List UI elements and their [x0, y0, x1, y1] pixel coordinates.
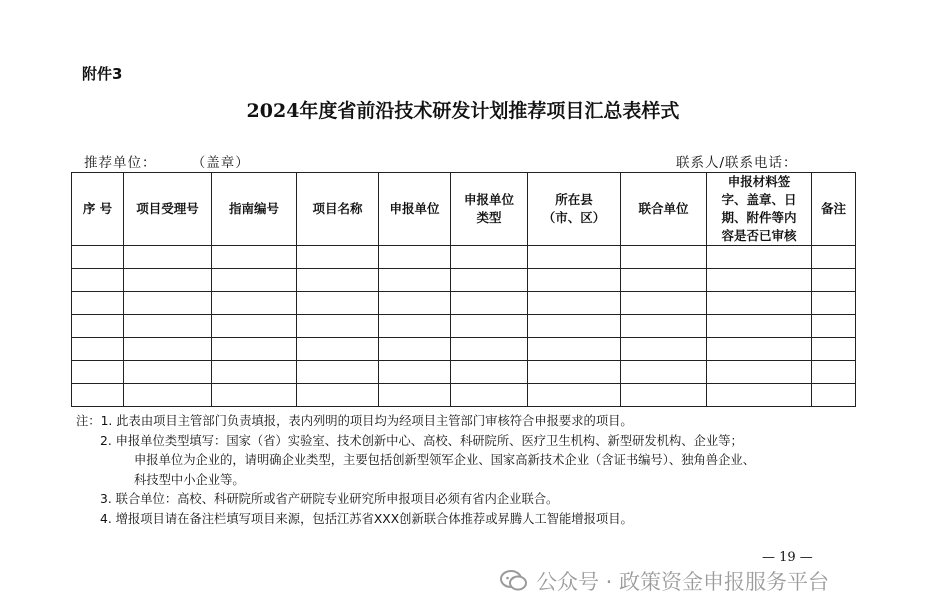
table-cell[interactable]: [379, 292, 451, 315]
table-cell[interactable]: [451, 292, 528, 315]
table-row: [72, 269, 856, 292]
table-cell[interactable]: [621, 292, 707, 315]
seal-label: （盖章）: [198, 155, 250, 171]
attachment-label: 附件3: [82, 65, 123, 83]
table-cell[interactable]: [212, 315, 297, 338]
table-cell[interactable]: [707, 384, 812, 407]
watermark: [500, 566, 829, 596]
notes-section: [76, 412, 856, 529]
table-cell[interactable]: [528, 292, 621, 315]
table-cell[interactable]: [379, 315, 451, 338]
table-cell[interactable]: [707, 269, 812, 292]
table-cell[interactable]: [451, 315, 528, 338]
column-header: 项目受理号: [124, 173, 212, 246]
recommend-unit-line: [84, 151, 250, 171]
table-cell[interactable]: [124, 338, 212, 361]
table-cell[interactable]: [379, 269, 451, 292]
table-row: [72, 361, 856, 384]
column-header: 联合单位: [621, 173, 707, 246]
table-cell[interactable]: [72, 315, 124, 338]
column-header: 指南编号: [212, 173, 297, 246]
note-1: 注：1. 此表由项目主管部门负责填报，表内列明的项目均为经项目主管部门审核符合申报要求的项目。: [76, 414, 633, 428]
table-cell[interactable]: [379, 338, 451, 361]
table-cell[interactable]: [528, 246, 621, 269]
table-cell[interactable]: [72, 269, 124, 292]
note-2: 2. 申报单位类型填写：国家（省）实验室、技术创新中心、高校、科研院所、医疗卫生机构、新型研发机构、企业等；: [100, 433, 743, 448]
table-cell[interactable]: [124, 315, 212, 338]
table-cell[interactable]: [379, 361, 451, 384]
table-cell[interactable]: [212, 292, 297, 315]
table-row: [72, 338, 856, 361]
table-cell[interactable]: [379, 384, 451, 407]
column-header: 备注: [812, 173, 856, 246]
table-cell[interactable]: [297, 269, 379, 292]
table-cell[interactable]: [297, 384, 379, 407]
table-cell[interactable]: [379, 246, 451, 269]
table-cell[interactable]: [124, 269, 212, 292]
table-cell[interactable]: [451, 338, 528, 361]
table-cell[interactable]: [124, 246, 212, 269]
table-cell[interactable]: [707, 292, 812, 315]
table-cell[interactable]: [707, 338, 812, 361]
table-cell[interactable]: [212, 384, 297, 407]
table-cell[interactable]: [451, 246, 528, 269]
column-header: 项目名称: [297, 173, 379, 246]
column-header: 所在县 （市、区）: [528, 173, 621, 246]
table-row: [72, 315, 856, 338]
table-cell[interactable]: [707, 246, 812, 269]
table-cell[interactable]: [812, 292, 856, 315]
note-3: 3. 联合单位：高校、科研院所或省产研院专业研究所申报项目必须有省内企业联合。: [100, 492, 559, 506]
table-cell[interactable]: [812, 246, 856, 269]
note-2-continued-2: 科技型中小企业等。: [134, 472, 245, 487]
table-row: [72, 292, 856, 315]
table-cell[interactable]: [621, 246, 707, 269]
table-cell[interactable]: [72, 246, 124, 269]
table-cell[interactable]: [124, 361, 212, 384]
column-header: 序 号: [72, 173, 124, 246]
note-4: 4. 增报项目请在备注栏填写项目来源，包括江苏省XXX创新联合体推荐或昇腾人工智能增报项目。: [100, 511, 633, 526]
table-cell[interactable]: [72, 292, 124, 315]
table-header-row: [72, 173, 856, 246]
column-header: 申报材料签 字、盖章、日 期、附件等内 容是否已审核: [707, 173, 812, 246]
table-cell[interactable]: [621, 315, 707, 338]
table-cell[interactable]: [297, 246, 379, 269]
table-cell[interactable]: [621, 384, 707, 407]
table-cell[interactable]: [212, 246, 297, 269]
table-cell[interactable]: [297, 315, 379, 338]
document-title: 2024年度省前沿技术研发计划推荐项目汇总表样式: [246, 100, 680, 122]
table-cell[interactable]: [621, 269, 707, 292]
table-cell[interactable]: [528, 315, 621, 338]
wechat-icon: [500, 570, 528, 592]
table-row: [72, 246, 856, 269]
table-cell[interactable]: [451, 361, 528, 384]
table-cell[interactable]: [212, 269, 297, 292]
column-header: 申报单位 类型: [451, 173, 528, 246]
page-number: — 19 —: [762, 550, 813, 565]
table-cell[interactable]: [297, 292, 379, 315]
table-body: [72, 246, 856, 407]
table-cell[interactable]: [528, 338, 621, 361]
table-row: [72, 384, 856, 407]
summary-table: [71, 172, 856, 407]
table-cell[interactable]: [812, 315, 856, 338]
table-cell[interactable]: [621, 338, 707, 361]
table-cell[interactable]: [212, 361, 297, 384]
table-cell[interactable]: [812, 361, 856, 384]
table-cell[interactable]: [212, 338, 297, 361]
table-cell[interactable]: [451, 269, 528, 292]
table-cell[interactable]: [297, 338, 379, 361]
note-2-continued-1: 申报单位为企业的，请明确企业类型，主要包括创新型领军企业、国家高新技术企业（含证书编号）、独角兽企业、: [134, 453, 755, 467]
table-cell[interactable]: [812, 269, 856, 292]
table-cell[interactable]: [451, 384, 528, 407]
table-cell[interactable]: [812, 384, 856, 407]
table-cell[interactable]: [72, 384, 124, 407]
table-cell[interactable]: [124, 292, 212, 315]
table-cell[interactable]: [528, 269, 621, 292]
table-cell[interactable]: [72, 338, 124, 361]
watermark-text: 公众号 · 政策资金申报服务平台: [536, 570, 830, 594]
recommend-unit-label: 推荐单位：: [84, 155, 157, 171]
table-cell[interactable]: [707, 361, 812, 384]
table-cell[interactable]: [707, 315, 812, 338]
table-cell[interactable]: [124, 384, 212, 407]
table-cell[interactable]: [72, 361, 124, 384]
column-header: 申报单位: [379, 173, 451, 246]
table-cell[interactable]: [297, 361, 379, 384]
table-cell[interactable]: [528, 361, 621, 384]
contact-label: 联系人/联系电话：: [676, 155, 798, 171]
table-cell[interactable]: [812, 338, 856, 361]
table-cell[interactable]: [528, 384, 621, 407]
table-cell[interactable]: [621, 361, 707, 384]
